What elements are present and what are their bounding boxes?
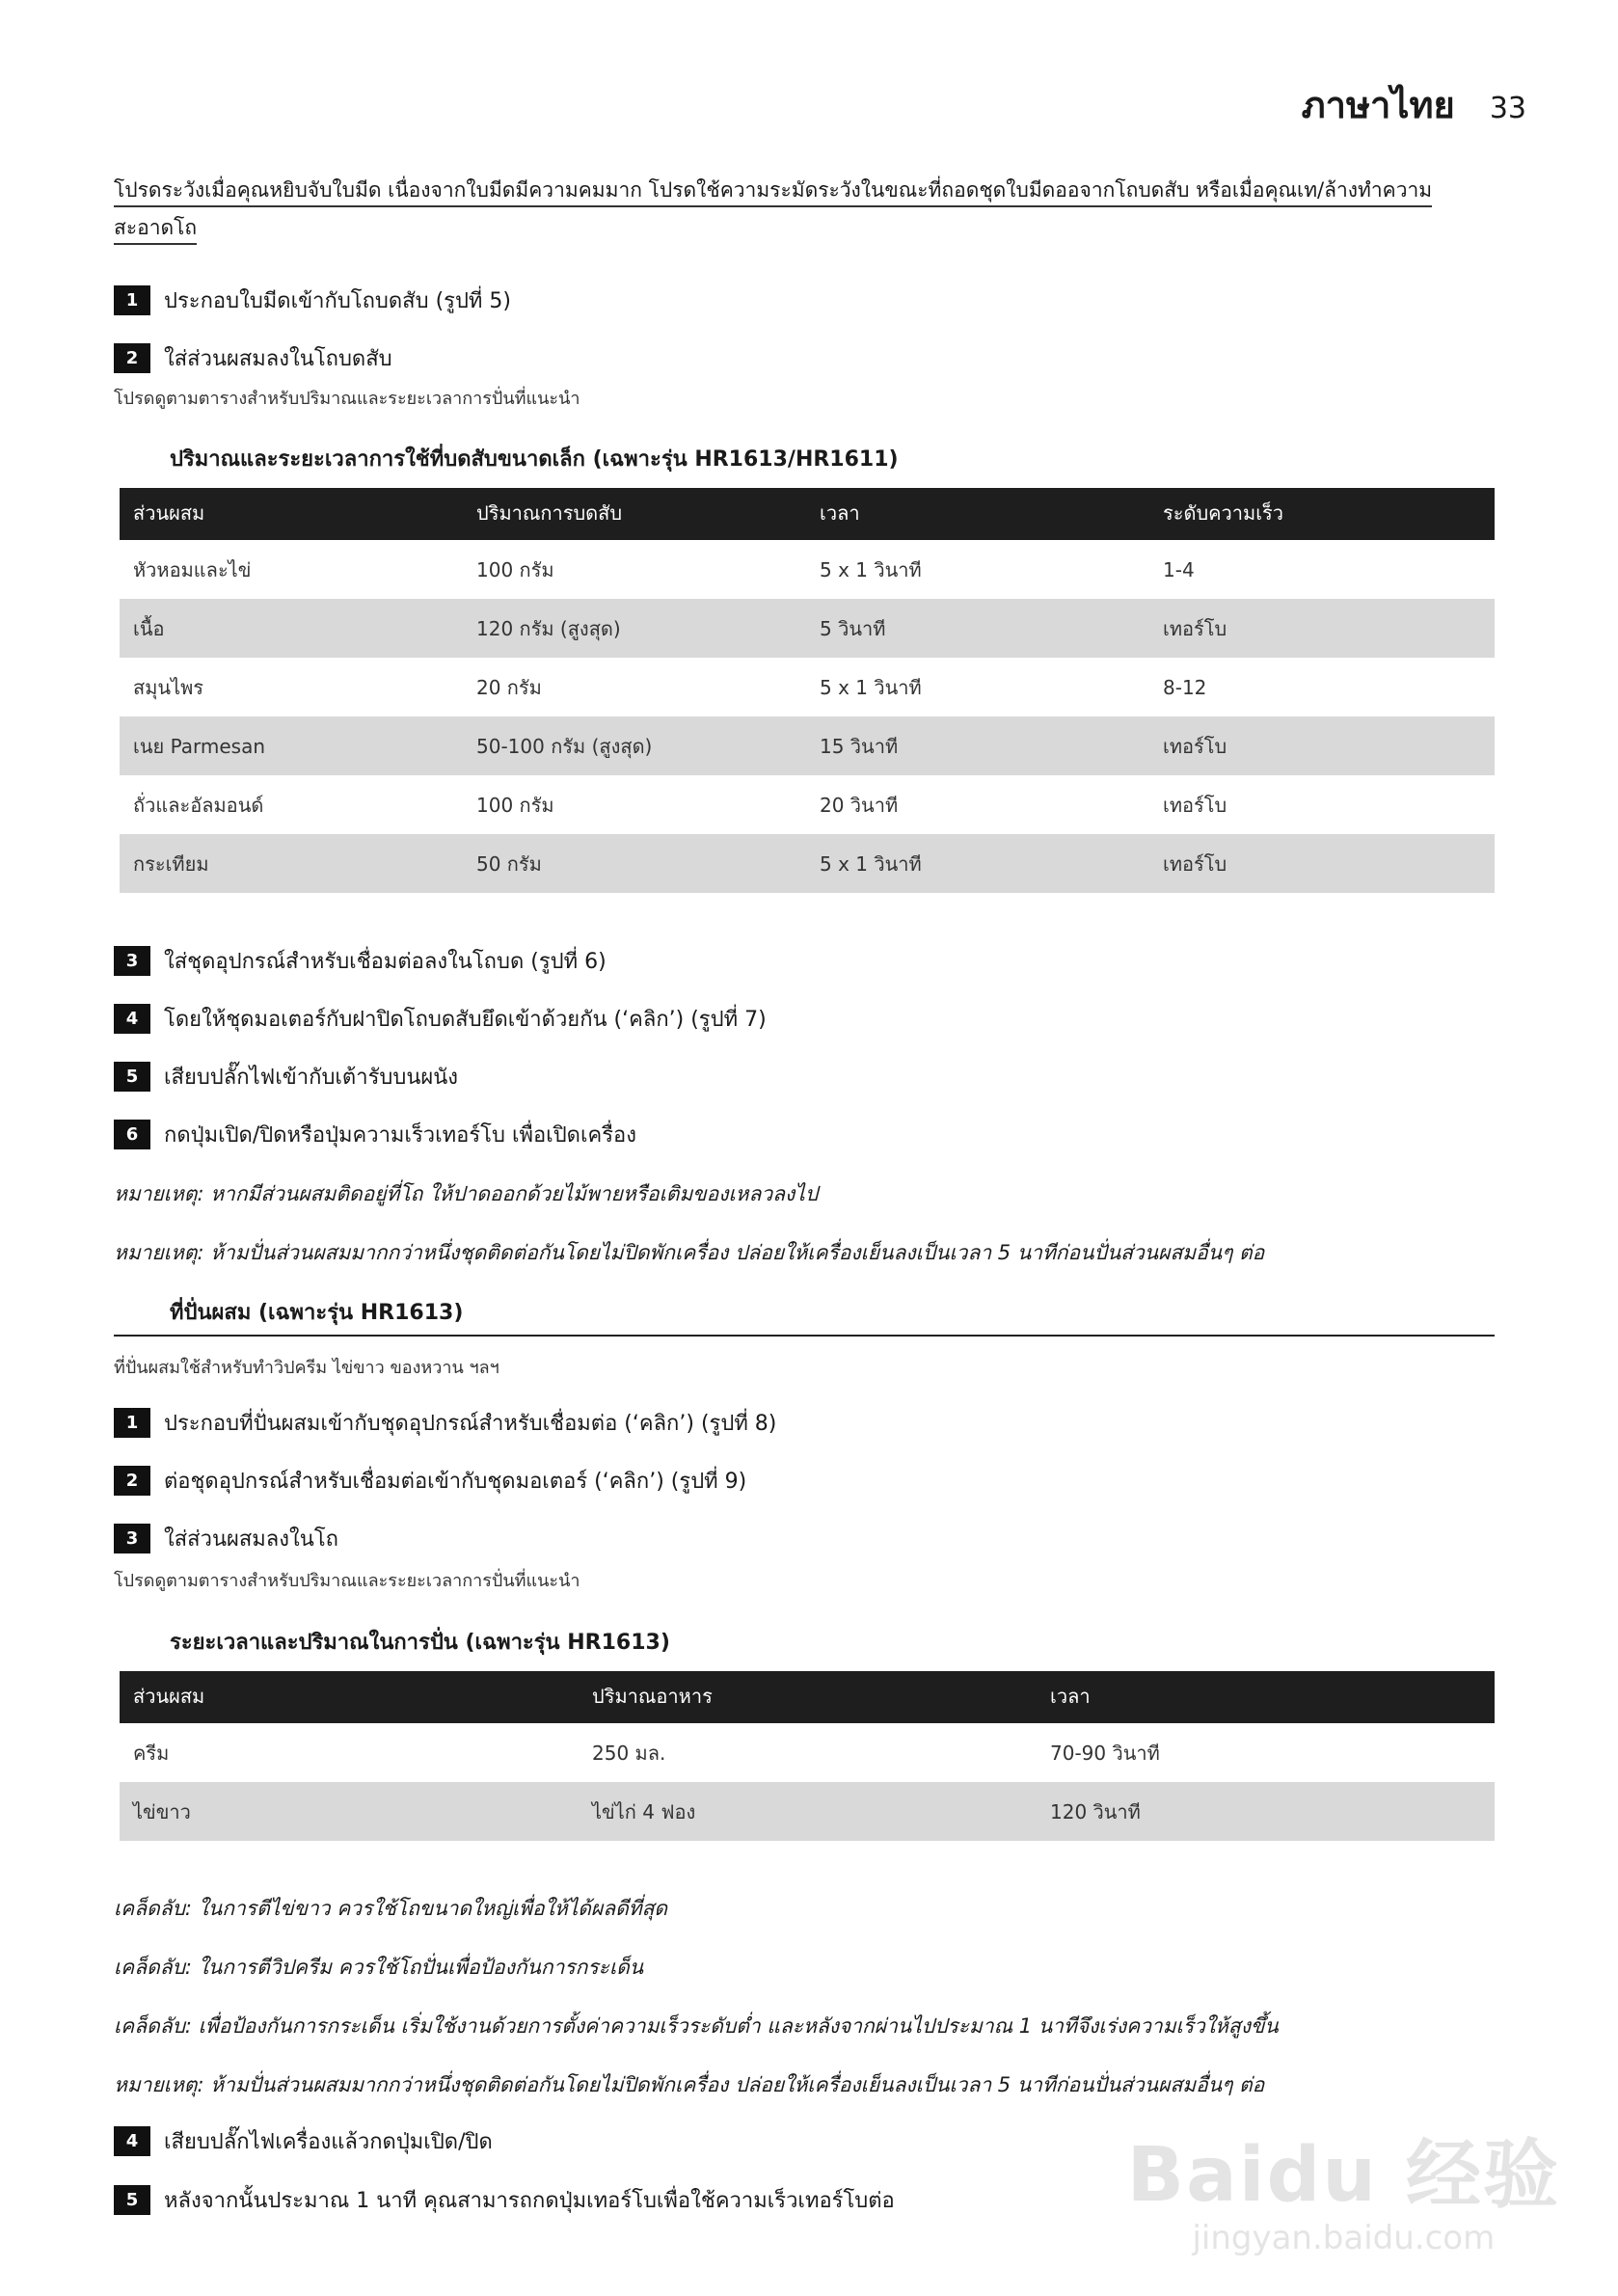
step-number: 1 (114, 285, 150, 315)
table-cell: 50-100 กรัม (สูงสุด) (463, 716, 806, 775)
step-number: 5 (114, 1062, 150, 1092)
step (114, 1524, 338, 1553)
step-text: กดปุ่มเปิด/ปิดหรือปุ่มความเร็วเทอร์โบ เพื่อเปิดเครื่อง (164, 1123, 636, 1148)
step-text: ต่อชุดอุปกรณ์สำหรับเชื่อมต่อเข้ากับชุดมอเตอร์ (‘คลิก’) (รูปที่ 9) (164, 1470, 747, 1494)
section-intro: ที่ปั่นผสมใช้สำหรับทำวิปครีม ไข่ขาว ของหวาน ฯลฯ (114, 1358, 499, 1378)
table-cell: 250 มล. (592, 1741, 666, 1765)
step-text: เสียบปลั๊กไฟเข้ากับเต้ารับบนผนัง (164, 1066, 459, 1090)
note-text: หมายเหตุ: หากมีส่วนผสมติดอยู่ที่โถ ให้ปาดออกด้วยไม้พายหรือเติมของเหลวลงไป (114, 1182, 819, 1205)
column-header: ส่วนผสม (120, 488, 463, 540)
note-text: หมายเหตุ: ห้ามปั่นส่วนผสมมากกว่าหนึ่งชุดติดต่อกันโดยไม่ปิดพักเครื่อง ปล่อยให้เครื่องเย็นลงเป็นเวลา 5 นาทีก่อนปั่นส่วนผสมอื่นๆ ต่อ (114, 2073, 1265, 2096)
table-cell: เนื้อ (120, 599, 463, 658)
column-header: เวลา (806, 488, 1149, 540)
tip-text: เคล็ดลับ: ในการตีวิปครีม ควรใช้โถปั่นเพื่อป้องกันการกระเด็น (114, 1956, 644, 1979)
table-row (120, 540, 1495, 599)
column-header: เวลา (1037, 1671, 1495, 1723)
step (114, 1004, 767, 1034)
table-cell: เทอร์โบ (1149, 599, 1495, 658)
page-number: 33 (1489, 92, 1526, 125)
step-number: 3 (114, 1524, 150, 1553)
step-text: หลังจากนั้นประมาณ 1 นาที คุณสามารถกดปุ่มเทอร์โบเพื่อใช้ความเร็วเทอร์โบต่อ (164, 2189, 895, 2213)
table-header-row (120, 488, 1495, 540)
table-cell: 100 กรัม (476, 793, 554, 817)
step-text: ใส่ชุดอุปกรณ์สำหรับเชื่อมต่อลงในโถบด (รูปที่ 6) (164, 950, 607, 974)
warning-text: โปรดระวังเมื่อคุณหยิบจับใบมีด เนื่องจากใบมีดมีความคมมาก โปรดใช้ความระมัดระวังในขณะที่ถอดชุดใบมีดออจากโถบดสับ หรือเมื่อคุณเท/ล้างทำความสะอาดโถ (114, 172, 1444, 247)
step-number: 6 (114, 1120, 150, 1149)
step-text: ใส่ส่วนผสมลงในโถบดสับ (164, 347, 392, 371)
table-cell: 70-90 วินาที (1050, 1741, 1160, 1765)
table-cell: 20 วินาที (820, 793, 899, 817)
table-cell: 8-12 (1163, 675, 1207, 699)
table-cell: ไข่ไก่ 4 ฟอง (579, 1782, 1037, 1841)
page-header (1302, 75, 1526, 134)
table-cell: 50 กรัม (463, 834, 806, 893)
tip-text: เคล็ดลับ: เพื่อป้องกันการกระเด็น เริ่มใช้งานด้วยการตั้งค่าความเร็วระดับต่ำ และหลังจากผ่านไปประมาณ 1 นาทีจึงเร่งความเร็วให้สูงขึ้น (114, 2014, 1279, 2038)
step (114, 1466, 746, 1496)
table-cell: หัวหอมและไข่ (133, 557, 252, 581)
table-cell: 5 วินาที (806, 599, 1149, 658)
page-language-title: ภาษาไทย (1301, 83, 1455, 126)
table-cell: 100 กรัม (476, 557, 554, 581)
table-row (120, 775, 1495, 834)
whisk-table (120, 1671, 1495, 1841)
tip-text: เคล็ดลับ: ในการตีไข่ขาว ควรใช้โถขนาดใหญ่เพื่อให้ได้ผลดีที่สุด (114, 1897, 668, 1920)
step-number: 2 (114, 343, 150, 373)
section-title: ที่ปั่นผสม (เฉพาะรุ่น HR1613) (114, 1295, 1495, 1337)
chopper-table (120, 488, 1495, 893)
step (114, 2126, 493, 2156)
note-text: หมายเหตุ: ห้ามปั่นส่วนผสมมากกว่าหนึ่งชุดติดต่อกันโดยไม่ปิดพักเครื่อง ปล่อยให้เครื่องเย็นลงเป็นเวลา 5 นาทีก่อนปั่นส่วนผสมอื่นๆ ต่อ (114, 1241, 1265, 1264)
table-row (120, 716, 1495, 775)
column-header: ปริมาณการบดสับ (463, 488, 806, 540)
watermark (1127, 2115, 1560, 2257)
step (114, 343, 392, 373)
step-text: เสียบปลั๊กไฟเครื่องแล้วกดปุ่มเปิด/ปิด (164, 2130, 493, 2154)
table-cell: 1-4 (1163, 557, 1195, 581)
hint-text: โปรดดูตามตารางสำหรับปริมาณและระยะเวลาการปั่นที่แนะนำ (114, 389, 580, 409)
step-number: 4 (114, 1004, 150, 1034)
step-number: 1 (114, 1408, 150, 1438)
table-cell: 120 กรัม (สูงสุด) (463, 599, 806, 658)
table-cell: เทอร์โบ (1163, 793, 1227, 817)
column-header: ส่วนผสม (120, 1671, 579, 1723)
table-cell: ถั่วและอัลมอนด์ (133, 793, 264, 817)
table-cell: 5 x 1 วินาที (820, 557, 922, 581)
table-cell: 5 x 1 วินาที (806, 834, 1149, 893)
step (114, 285, 511, 315)
table-cell: เนย Parmesan (120, 716, 463, 775)
step (114, 1408, 776, 1438)
watermark-url: jingyan.baidu.com (1192, 2219, 1496, 2257)
column-header: ปริมาณอาหาร (579, 1671, 1037, 1723)
table-cell: ไข่ขาว (120, 1782, 579, 1841)
step-number: 2 (114, 1466, 150, 1496)
table-title: ระยะเวลาและปริมาณในการปั่น (เฉพาะรุ่น HR1613) (170, 1631, 670, 1655)
step-number: 5 (114, 2185, 150, 2215)
table-cell: เทอร์โบ (1149, 716, 1495, 775)
table-title: ปริมาณและระยะเวลาการใช้ที่บดสับขนาดเล็ก (เฉพาะรุ่น HR1613/HR1611) (170, 447, 899, 472)
table-cell: 5 x 1 วินาที (820, 675, 922, 699)
table-cell: เทอร์โบ (1149, 834, 1495, 893)
column-header: ระดับความเร็ว (1149, 488, 1495, 540)
table-row (120, 658, 1495, 716)
table-cell: กระเทียม (120, 834, 463, 893)
step-text: ประกอบใบมีดเข้ากับโถบดสับ (รูปที่ 5) (164, 289, 512, 313)
step (114, 946, 607, 976)
table-cell: ครีม (133, 1741, 170, 1765)
table-row (120, 599, 1495, 658)
step (114, 1120, 636, 1149)
step-number: 3 (114, 946, 150, 976)
watermark-brand: Baidu 经验 (1126, 2132, 1560, 2219)
step-text: โดยให้ชุดมอเตอร์กับฝาปิดโถบดสับยึดเข้าด้วยกัน (‘คลิก’) (รูปที่ 7) (164, 1008, 767, 1032)
table-cell: สมุนไพร (133, 675, 204, 699)
table-row (120, 1723, 1495, 1782)
table-row (120, 1782, 1495, 1841)
table-row (120, 834, 1495, 893)
table-cell: 20 กรัม (476, 675, 542, 699)
step (114, 2185, 895, 2215)
hint-text: โปรดดูตามตารางสำหรับปริมาณและระยะเวลาการปั่นที่แนะนำ (114, 1571, 580, 1591)
step (114, 1062, 458, 1092)
table-cell: 120 วินาที (1037, 1782, 1495, 1841)
step-text: ประกอบที่ปั่นผสมเข้ากับชุดอุปกรณ์สำหรับเชื่อมต่อ (‘คลิก’) (รูปที่ 8) (164, 1412, 777, 1436)
table-cell: 15 วินาที (806, 716, 1149, 775)
table-header-row (120, 1671, 1495, 1723)
step-text: ใส่ส่วนผสมลงในโถ (164, 1527, 338, 1552)
step-number: 4 (114, 2126, 150, 2156)
